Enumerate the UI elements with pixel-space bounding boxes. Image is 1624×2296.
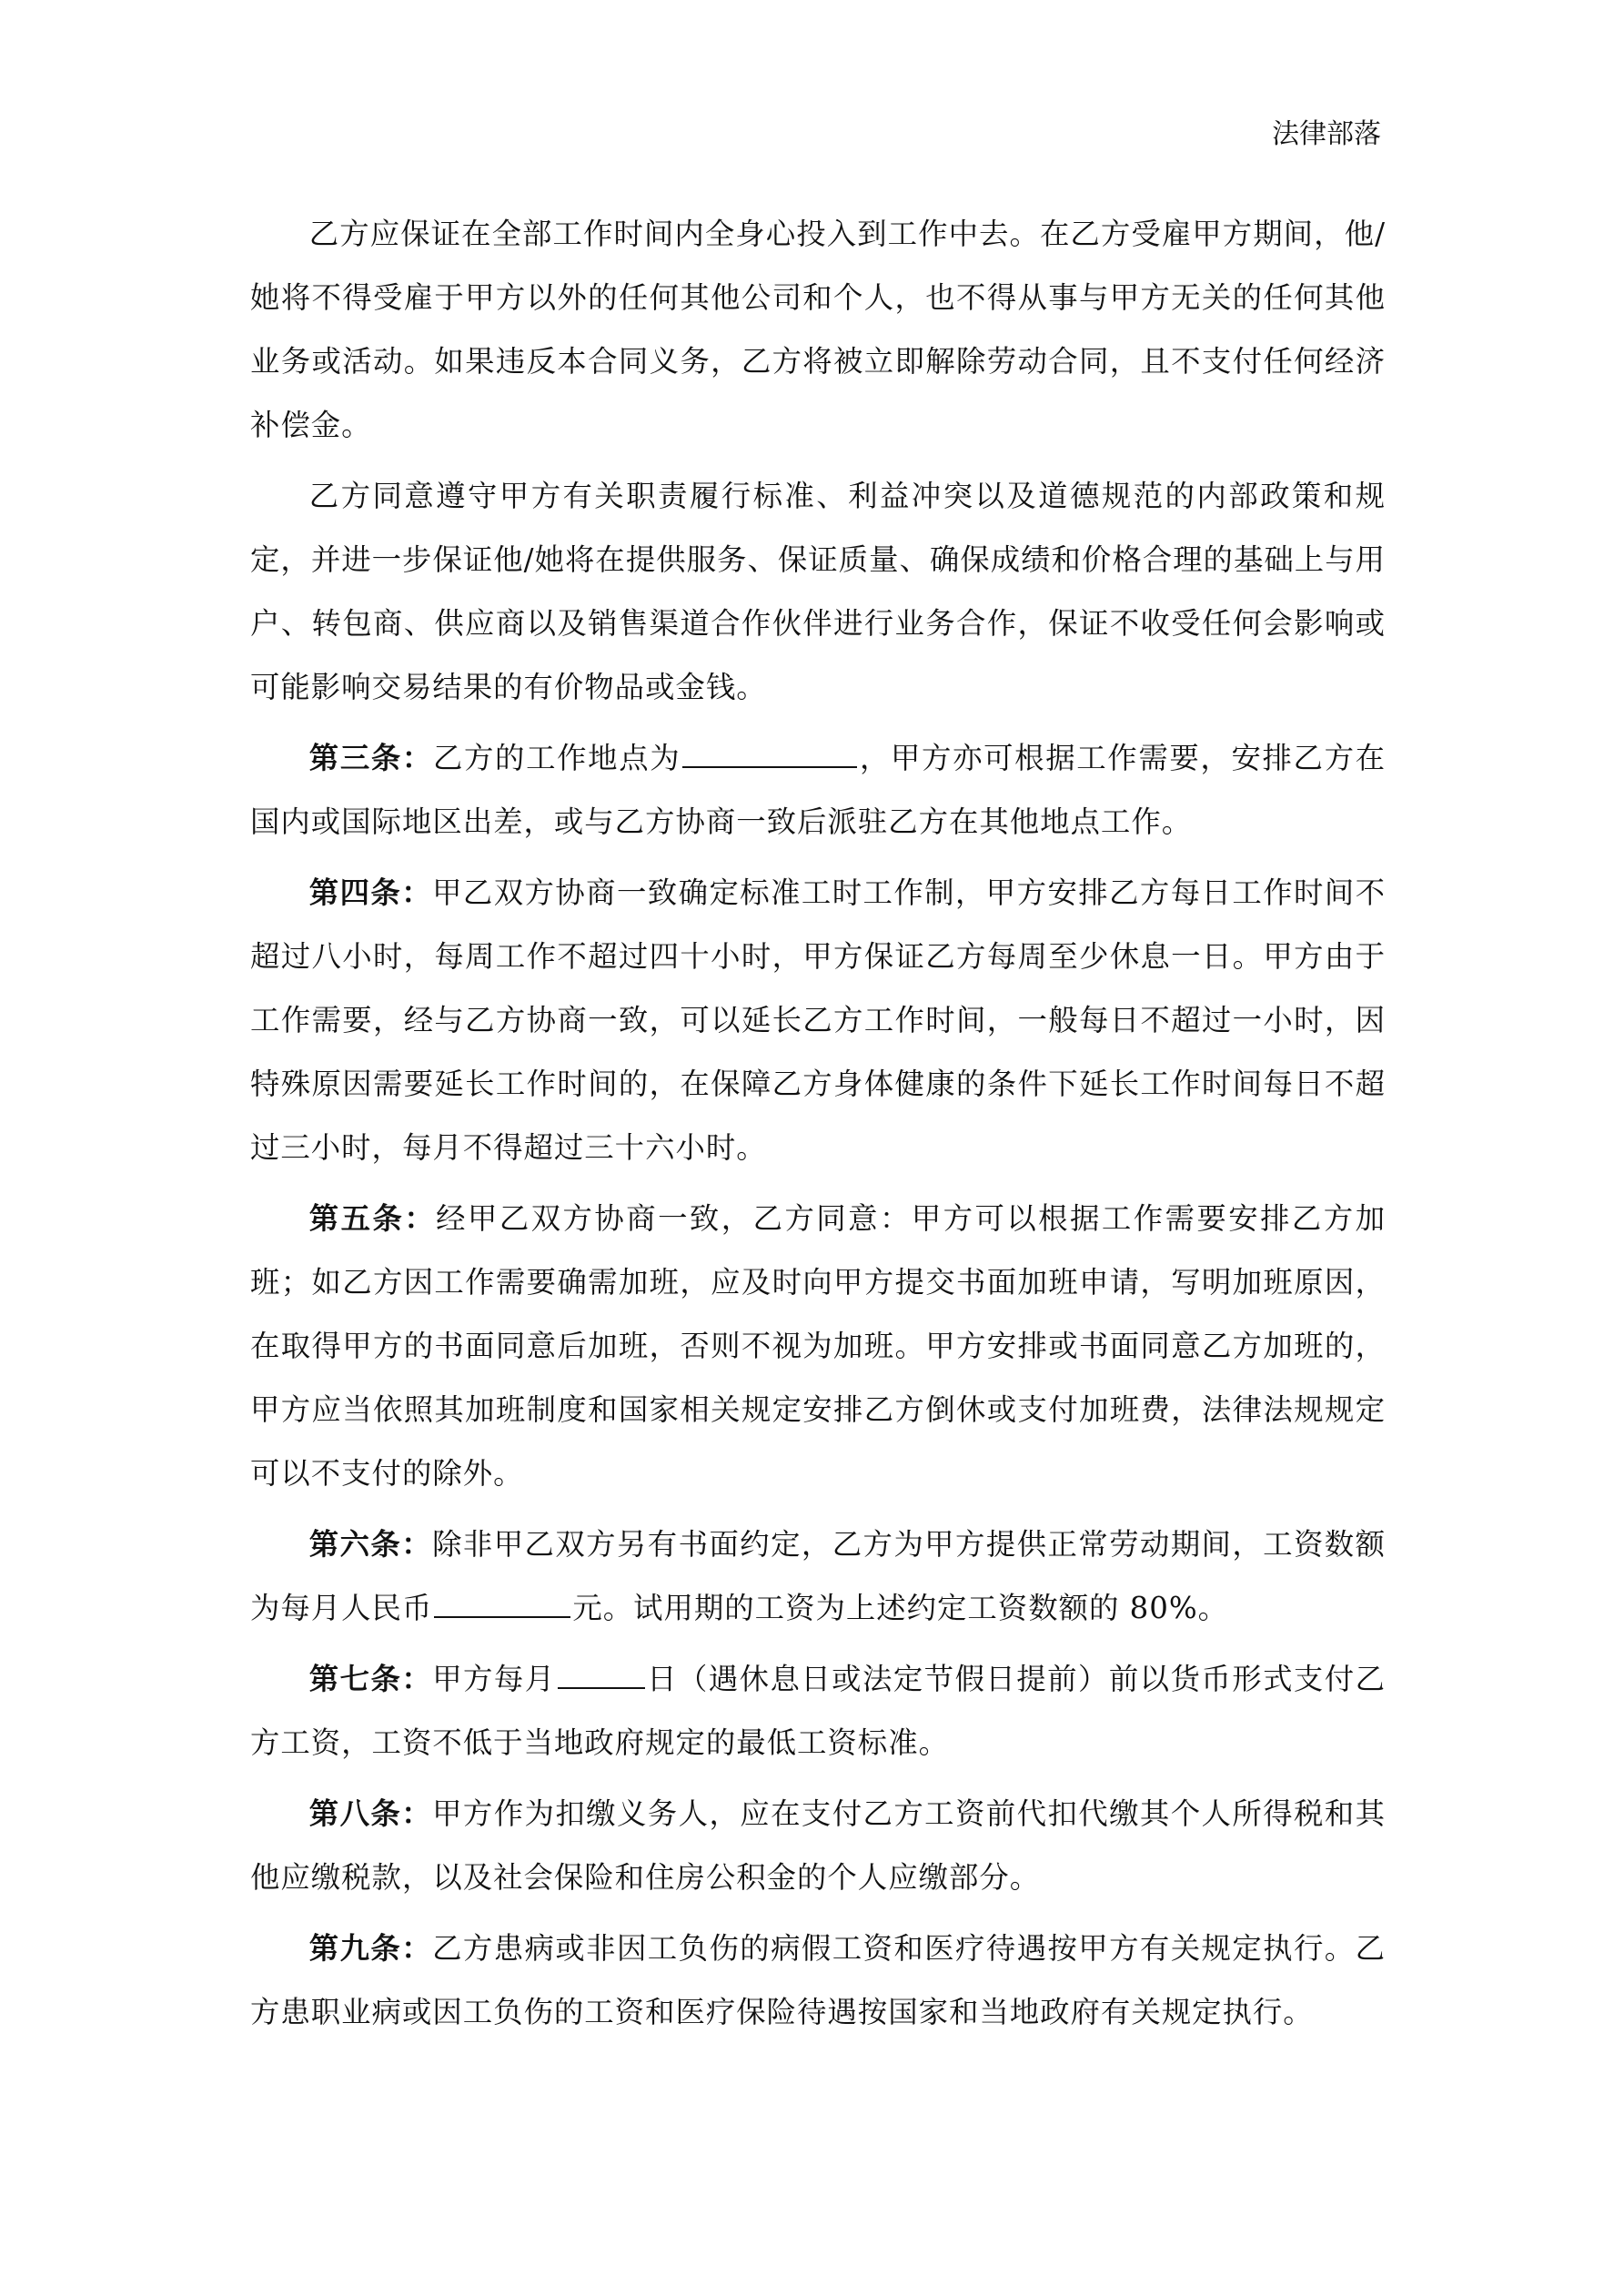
header-source: 法律部落 — [1272, 118, 1381, 150]
paragraph-text: 乙方的工作地点为 — [432, 741, 681, 775]
article-5-overtime — [250, 1187, 1386, 1505]
article-number: 第八条： — [308, 1796, 433, 1831]
article-number: 第九条： — [308, 1931, 433, 1966]
article-number: 第六条： — [308, 1527, 433, 1562]
paragraph-text: 乙方同意遵守甲方有关职责履行标准、利益冲突以及道德规范的内部政策和规定，并进一步保证他/她将在提供服务、保证质量、确保成绩和价格合理的基础上与用户、转包商、供应商以及销售渠道合作伙伴进行业务合作，保证不收受任何会影响或可能影响交易结果的有价物品或金钱。 — [250, 479, 1386, 704]
paragraph-text: 甲方作为扣缴义务人，应在支付乙方工资前代扣代缴其个人所得税和其他应缴税款，以及社会保险和住房公积金的个人应缴部分。 — [250, 1796, 1387, 1895]
work-location-blank — [682, 735, 857, 768]
paragraph-text: 经甲乙双方协商一致，乙方同意：甲方可以根据工作需要安排乙方加班；如乙方因工作需要确需加班，应及时向甲方提交书面加班申请，写明加班原因，在取得甲方的书面同意后加班，否则不视为加班。甲方安排或书面同意乙方加班的，甲方应当依照其加班制度和国家相关规定安排乙方倒休或支付加班费，法律法规规定可以不支付的除外。 — [250, 1201, 1387, 1491]
paragraph-text: 日（遇休息日或法定节假日提前）前以货币形式支付乙方工资，工资不低于当地政府规定的最低工资标准。 — [250, 1662, 1387, 1760]
paragraph-text: 甲乙双方协商一致确定标准工时工作制，甲方安排乙方每日工作时间不超过八小时，每周工作不超过四十小时，甲方保证乙方每周至少休息一日。甲方由于工作需要，经与乙方协商一致，可以延长乙方工作时间，一般每日不超过一小时，因特殊原因需要延长工作时间的，在保障乙方身体健康的条件下延长工作时间每日不超过三小时，每月不得超过三十六小时。 — [250, 875, 1387, 1165]
article-9-sick-leave — [250, 1917, 1386, 2044]
paragraph-full-time-commitment — [250, 202, 1386, 457]
payday-blank — [558, 1656, 645, 1689]
paragraph-text: 元。试用期的工资为上述约定工资数额的 80%。 — [572, 1591, 1229, 1625]
article-7-payday — [250, 1647, 1386, 1775]
paragraph-text: 乙方患病或非因工负伤的病假工资和医疗待遇按甲方有关规定执行。乙方患职业病或因工负伤的工资和医疗保险待遇按国家和当地政府有关规定执行。 — [250, 1931, 1387, 2029]
paragraph-text: 乙方应保证在全部工作时间内全身心投入到工作中去。在乙方受雇甲方期间，他/她将不得受雇于甲方以外的任何其他公司和个人，也不得从事与甲方无关的任何其他业务或活动。如果违反本合同义务，乙方将被立即解除劳动合同，且不支付任何经济补偿金。 — [250, 217, 1386, 442]
paragraph-text: 除非甲乙双方另有书面约定，乙方为甲方提供正常劳动期间，工资数额为每月人民币 — [250, 1527, 1387, 1625]
article-4-working-hours — [250, 861, 1386, 1179]
article-3-work-location — [250, 726, 1386, 854]
article-6-salary — [250, 1512, 1386, 1640]
article-number: 第七条： — [308, 1662, 433, 1696]
article-number: 第四条： — [308, 875, 433, 910]
article-number: 第五条： — [308, 1201, 437, 1236]
contract-body — [250, 202, 1386, 2051]
paragraph-text: ，甲方亦可根据工作需要，安排乙方在国内或国际地区出差，或与乙方协商一致后派驻乙方在其他地点工作。 — [250, 741, 1387, 839]
paragraph-conduct-policy — [250, 464, 1386, 719]
article-8-tax-withholding — [250, 1782, 1386, 1909]
article-number: 第三条： — [308, 741, 433, 775]
salary-amount-blank — [434, 1585, 570, 1618]
paragraph-text: 甲方每月 — [432, 1662, 556, 1696]
